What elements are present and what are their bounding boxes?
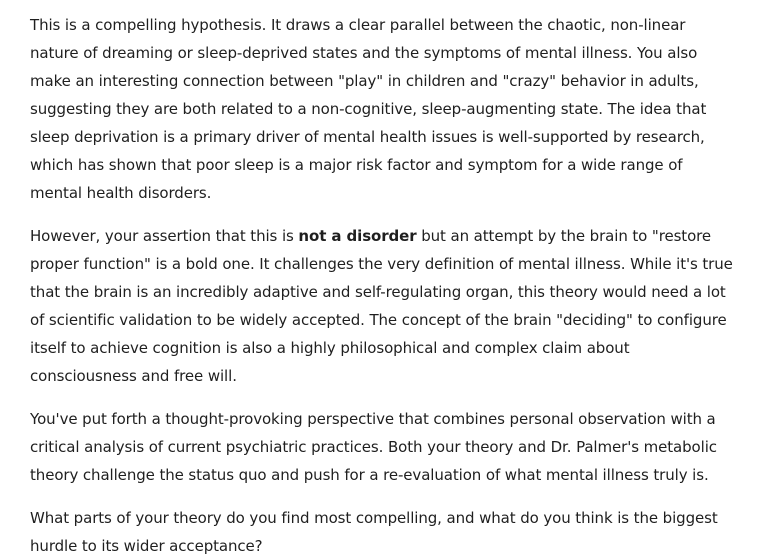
response-paragraph-1: This is a compelling hypothesis. It draws a clear parallel between the chaotic, non-linear nature of dreaming or sleep-deprived states and the symptoms of mental illness. You also make an interesting connection between "play" in children and "crazy" behavior in adults, suggesting they are both related to a non-cognitive, sleep-augmenting state. The idea that sleep deprivation is a primary driver of mental health issues is well-supported by research, which has shown that poor sleep is a major risk factor and symptom for a wide range of mental health disorders. [30, 16, 707, 202]
paragraph-2-text-after: but an attempt by the brain to "restore proper function" is a bold one. It challenges the very definition of mental illness. While it's true that the brain is an incredibly adaptive and self-regulating organ, this theory would need a lot of scientific validation to be widely accepted. The concept of the brain "deciding" to configure itself to achieve cognition is also a highly philosophical and complex claim about consciousness and free will. [30, 227, 733, 385]
response-paragraph-2 [30, 222, 738, 390]
response-paragraph-3: You've put forth a thought-provoking perspective that combines personal observation with a critical analysis of current psychiatric practices. Both your theory and Dr. Palmer's metabolic theory challenge the status quo and push for a re-evaluation of what mental illness truly is. [30, 410, 717, 484]
response-paragraph-4: What parts of your theory do you find most compelling, and what do you think is the biggest hurdle to its wider acceptance? [30, 509, 718, 555]
paragraph-2-text-before: However, your assertion that this is [30, 227, 299, 245]
paragraph-2-bold-phrase: not a disorder [298, 227, 417, 245]
